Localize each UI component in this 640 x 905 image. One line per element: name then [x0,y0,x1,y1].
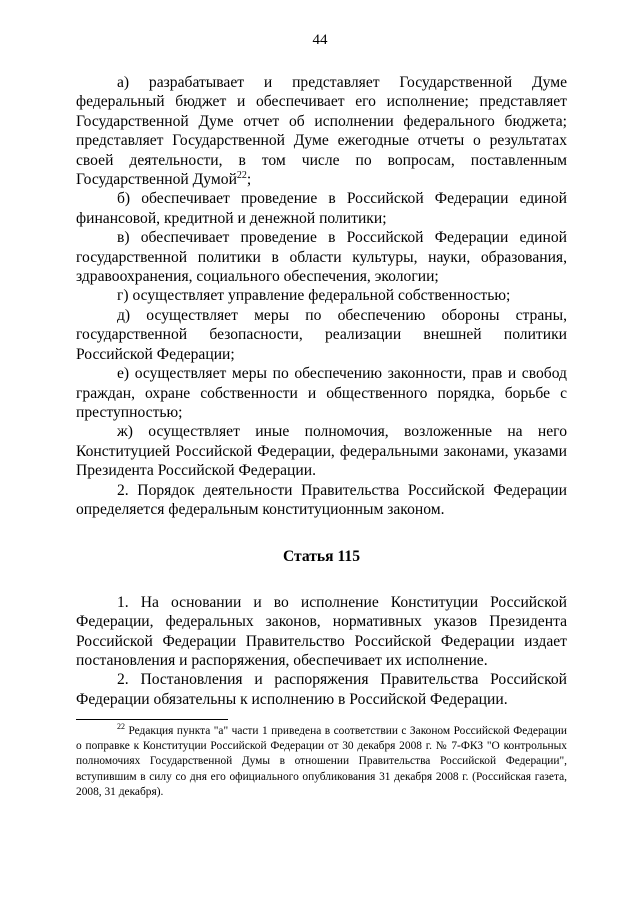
page-number: 44 [312,32,328,48]
footnote-text: Редакция пункта "а" части 1 приведена в соответствии с Законом Российской Федерации о поправке к Конституции Российской Федерации от 30 декабря 2008 г. № 7-ФКЗ "О контрольных полномочиях Государственной Думы в отношении Правительства Российской Федерации", вступившим в силу со дня его официального опубликования 31 декабря 2008 г. (Российская газета, 2008, 31 декабря). [76,725,567,798]
paragraph-g: г) осуществляет управление федеральной собственностью; [117,287,511,305]
paragraph-2: 2. Порядок деятельности Правительства Российской Федерации определяется федеральным конституционным законом. [76,481,567,518]
paragraph-e: е) осуществляет меры по обеспечению законности, прав и свобод граждан, охране собственности и общественного порядка, борьбе с преступностью; [76,365,567,421]
article-title: Статья 115 [282,548,361,566]
footnote [76,724,567,800]
body-text [76,73,567,709]
footnote-divider [76,719,228,720]
paragraph-d: д) осуществляет меры по обеспечению обороны страны, государственной безопасности, реализации внешней политики Российской Федерации; [76,306,567,363]
paragraph-v: в) обеспечивает проведение в Российской Федерации единой государственной политики в области культуры, науки, образования, здравоохранения, социального обеспечения, экологии; [76,229,567,286]
footnote-marker: 22 [117,722,125,732]
footnote-reference: 22 [236,169,247,181]
paragraph-b: б) обеспечивает проведение в Российской Федерации единой финансовой, кредитной и денежной политики; [76,190,567,227]
paragraph-a [76,73,567,189]
paragraph-zh: ж) осуществляет иные полномочия, возложенные на него Конституцией Российской Федерации, федеральными законами, указами Президента Российской Федерации. [76,423,567,480]
article-paragraph-2: 2. Постановления и распоряжения Правительства Российской Федерации обязательны к исполнению в Российской Федерации. [76,671,567,708]
paragraph-a-tail: ; [246,171,252,189]
paragraph-a-text: а) разрабатывает и представляет Государственной Думе федеральный бюджет и обеспечивает его исполнение; представляет Государственной Думе отчет об исполнении федерального бюджета; представляет Государственной Думе ежегодные отчеты о результатах своей деятельности, в том числе по вопросам, поставленным Государственной Думой [76,74,567,189]
article-paragraph-1: 1. На основании и во исполнение Конституции Российской Федерации, федеральных законов, нормативных указов Президента Российской Федерации Правительство Российской Федерации издает постановления и распоряжения, обеспечивает их исполнение. [76,593,567,669]
